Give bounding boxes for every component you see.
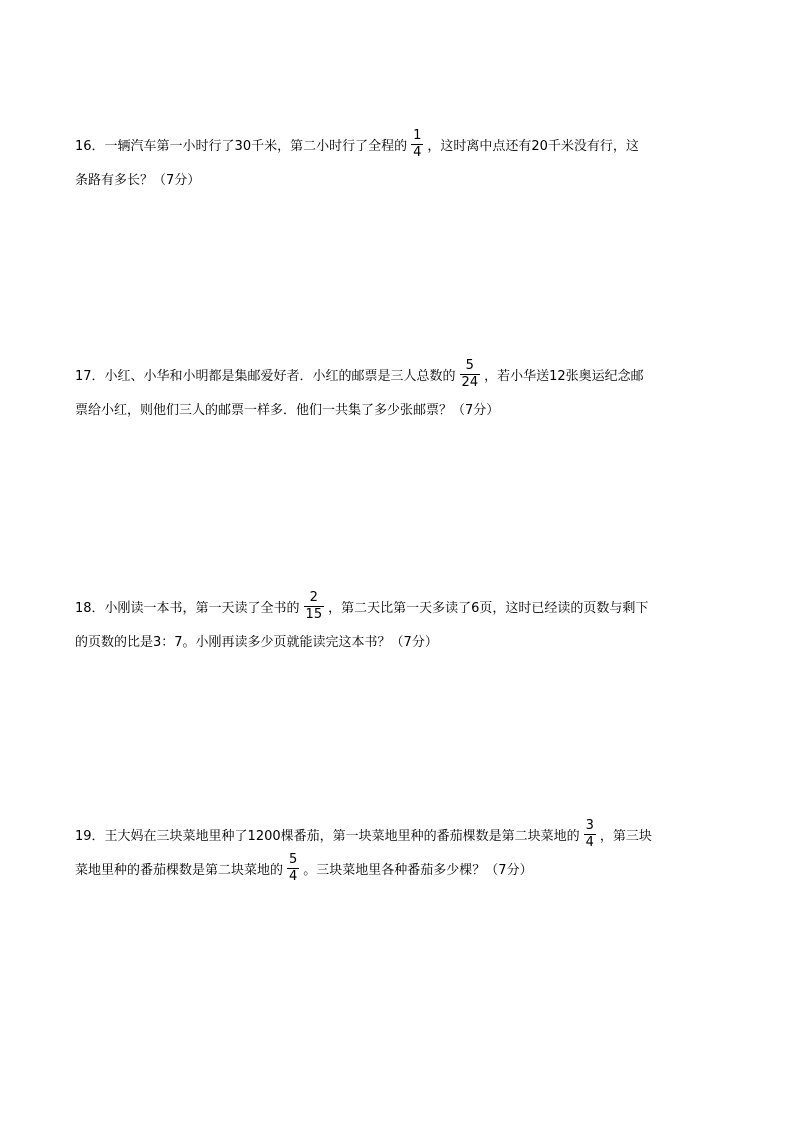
fraction-numerator: 2	[304, 591, 325, 607]
question-17-line-2	[75, 394, 725, 428]
question-18-fraction	[304, 591, 325, 622]
fraction-denominator: 4	[413, 145, 422, 160]
fraction-numerator: 5	[289, 852, 298, 867]
question-17	[75, 360, 725, 428]
fraction-numerator: 3	[585, 818, 594, 833]
question-19-line-1	[75, 820, 725, 854]
fraction-denominator: 24	[461, 375, 479, 390]
question-18-text-a: 18．小刚读一本书，第一天读了全书的	[75, 601, 300, 616]
question-18-text-b: ，第二天比第一天多读了6页，这时已经读的页数与剩下	[328, 601, 649, 616]
question-18-text-c: 的页数的比是3：7。小刚再读多少页就能读完这本书？（7分）	[75, 635, 438, 650]
question-16-line-1	[75, 130, 725, 164]
question-19-text-b: ，第三块	[599, 829, 652, 844]
question-18	[75, 592, 725, 660]
question-17-text-a: 17．小红、小华和小明都是集邮爱好者．小红的邮票是三人总数的	[75, 369, 456, 384]
question-19-fraction-2	[287, 853, 299, 884]
question-17-fraction	[460, 359, 481, 390]
fraction-numerator: 1	[413, 128, 422, 143]
question-16	[75, 130, 725, 198]
question-16-text-c: 条路有多长？（7分）	[75, 173, 201, 188]
question-19-text-c: 菜地里种的番茄棵数是第二块菜地的	[75, 863, 284, 878]
question-19-fraction-1	[584, 819, 596, 850]
question-16-line-2	[75, 164, 725, 198]
question-19-text-d: 。三块菜地里各种番茄多少棵？（7分）	[303, 863, 533, 878]
fraction-denominator: 15	[305, 607, 323, 622]
question-19-line-2	[75, 854, 725, 888]
question-19	[75, 820, 725, 888]
question-19-text-a: 19．王大妈在三块菜地里种了1200棵番茄，第一块菜地里种的番茄棵数是第二块菜地的	[75, 829, 580, 844]
question-16-text-a: 16．一辆汽车第一小时行了30千米，第二小时行了全程的	[75, 139, 408, 154]
fraction-denominator: 4	[585, 835, 594, 850]
fraction-denominator: 4	[289, 869, 298, 884]
question-17-line-1	[75, 360, 725, 394]
question-16-fraction	[411, 129, 423, 160]
question-17-text-c: 票给小红，则他们三人的邮票一样多．他们一共集了多少张邮票？（7分）	[75, 403, 500, 418]
question-17-text-b: ，若小华送12张奥运纪念邮	[484, 369, 644, 384]
question-18-line-2	[75, 626, 725, 660]
question-18-line-1	[75, 592, 725, 626]
fraction-numerator: 5	[460, 359, 481, 375]
question-16-text-b: ，这时离中点还有20千米没有行，这	[427, 139, 639, 154]
